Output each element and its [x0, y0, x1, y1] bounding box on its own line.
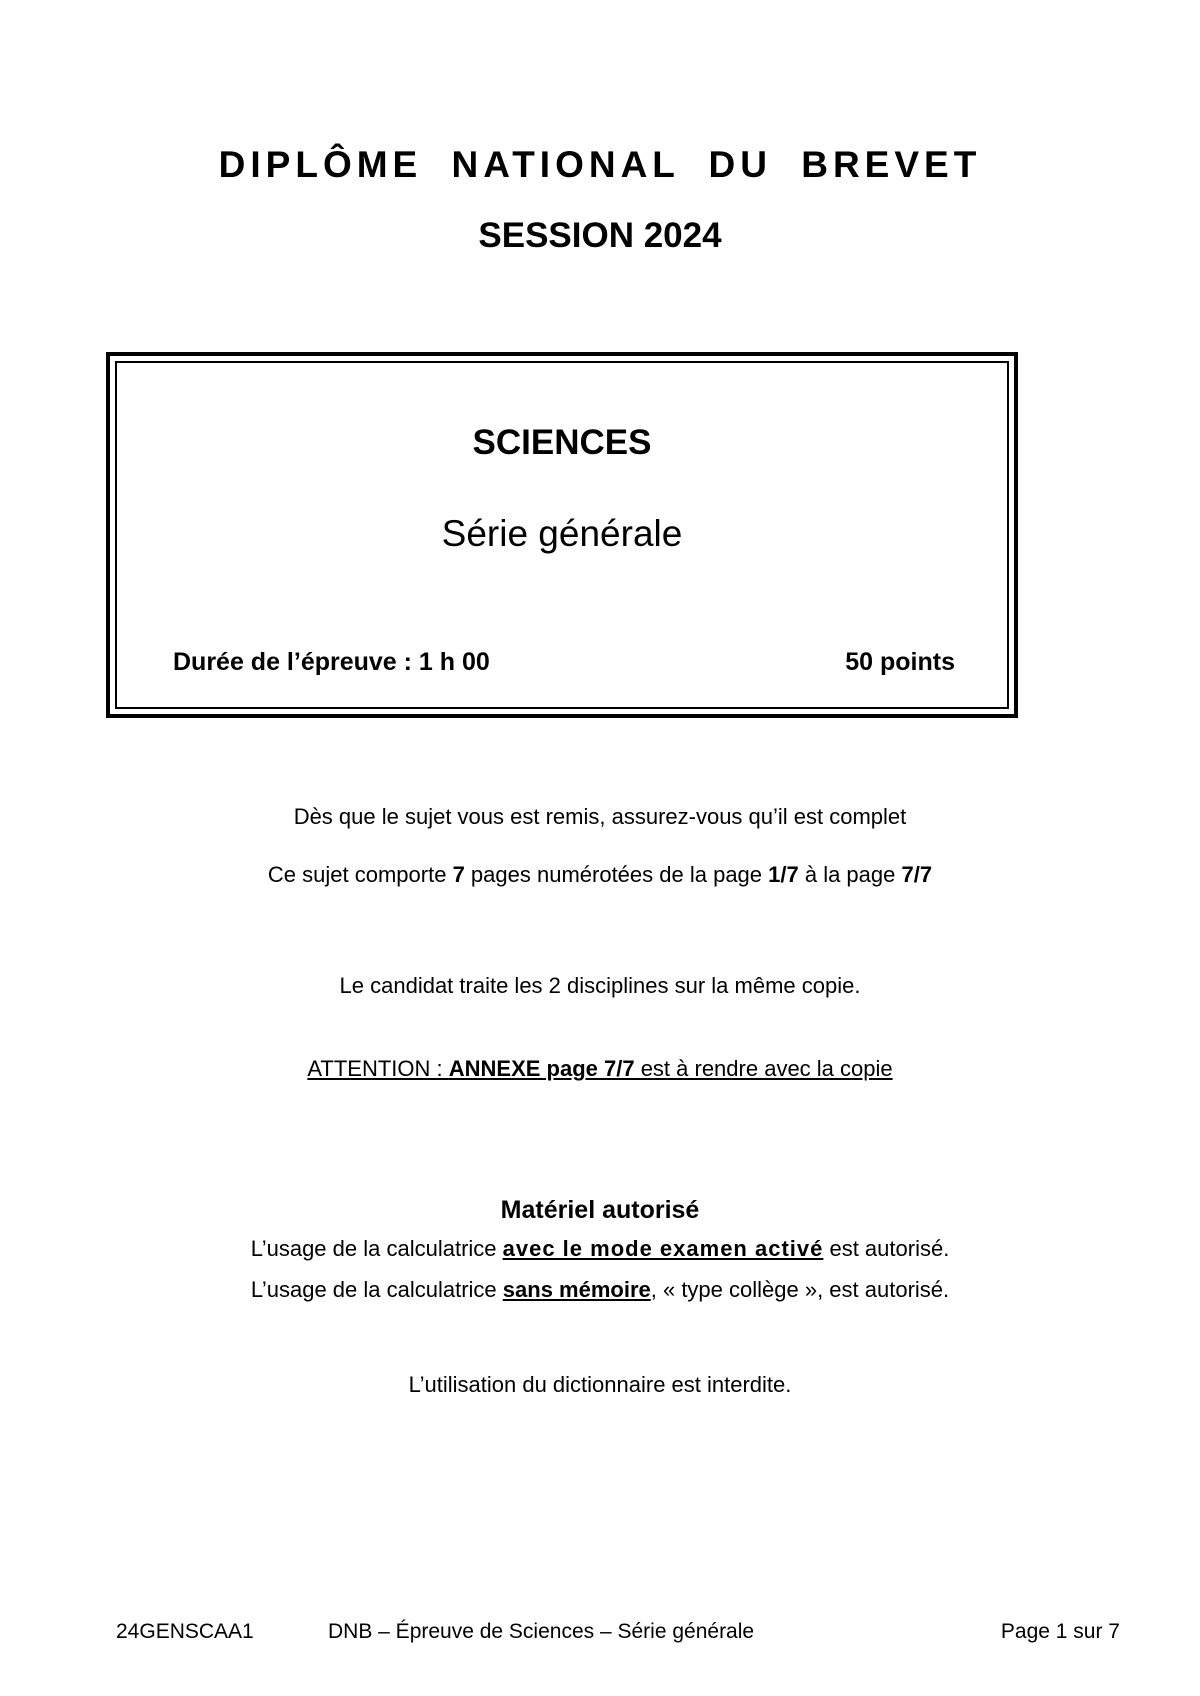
calc1-prefix: L’usage de la calculatrice: [250, 1236, 503, 1261]
exam-points: 50 points: [845, 648, 955, 676]
pages-last: 7/7: [901, 862, 933, 887]
footer-exam-title: DNB – Épreuve de Sciences – Série générale: [328, 1620, 755, 1643]
pages-prefix: Ce sujet comporte: [267, 862, 453, 887]
calculator-rule-exam-mode: [0, 1236, 1200, 1262]
calc1-suffix: est autorisé.: [823, 1236, 950, 1261]
calculator-rule-no-memory: [0, 1277, 1200, 1303]
pages-count: 7: [452, 862, 465, 887]
dictionary-rule: L’utilisation du dictionnaire est interdite.: [408, 1372, 792, 1397]
calc2-prefix: L’usage de la calculatrice: [250, 1277, 503, 1302]
footer-exam-code: 24GENSCAA1: [116, 1620, 254, 1643]
completeness-instruction: Dès que le sujet vous est remis, assurez-vous qu’il est complet: [293, 804, 907, 829]
subject-box: [106, 352, 1018, 718]
page-count-instruction: [0, 862, 1200, 888]
session-year: SESSION 2024: [478, 216, 722, 255]
attention-annex: ANNEXE page 7/7: [448, 1056, 635, 1081]
pages-between: à la page: [798, 862, 902, 887]
attention-suffix: est à rendre avec la copie: [634, 1056, 893, 1081]
attention-notice: [0, 1056, 1200, 1082]
exam-title: DIPLÔME NATIONAL DU BREVET: [218, 144, 982, 185]
materiel-heading: Matériel autorisé: [500, 1196, 700, 1224]
serie-label: Série générale: [441, 513, 683, 554]
disciplines-instruction: Le candidat traite les 2 disciplines sur la même copie.: [339, 973, 861, 998]
subject-box-inner-frame: [115, 361, 1009, 709]
pages-first: 1/7: [768, 862, 799, 887]
attention-prefix: ATTENTION :: [307, 1056, 449, 1081]
calc2-emphasis: sans mémoire: [502, 1277, 651, 1302]
calc1-emphasis: avec le mode examen activé: [502, 1236, 824, 1261]
calc2-suffix: , « type collège », est autorisé.: [650, 1277, 950, 1302]
subject-title: SCIENCES: [472, 423, 652, 462]
pages-middle: pages numérotées de la page: [464, 862, 769, 887]
footer-page-number: Page 1 sur 7: [1000, 1620, 1120, 1643]
exam-duration: Durée de l’épreuve : 1 h 00: [173, 648, 490, 676]
